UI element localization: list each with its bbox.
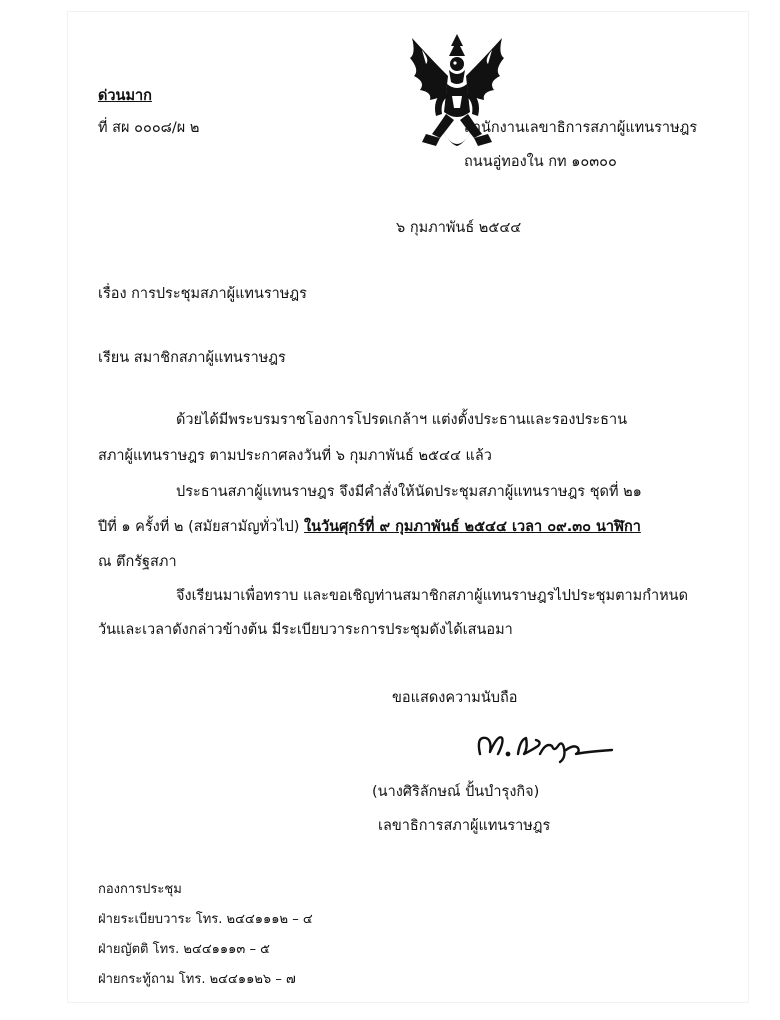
garuda-emblem-icon <box>402 30 512 158</box>
body-paragraph-1-line-1: ด้วยได้มีพระบรมราชโองการโปรดเกล้าฯ แต่งตั้งประธานและรองประธาน <box>176 412 628 428</box>
reference-number: ที่ สผ ๐๐๐๘/ผ ๒ <box>98 120 200 136</box>
footer-contact-1: ฝ่ายระเบียบวาระ โทร. ๒๔๔๑๑๑๒ – ๔ <box>98 912 313 927</box>
letter-page <box>68 12 748 1002</box>
sender-office: สำนักงานเลขาธิการสภาผู้แทนราษฎร <box>464 120 698 136</box>
body-paragraph-3-line-2: วันและเวลาดังกล่าวข้างต้น มีระเบียบวาระการประชุมดังได้เสนอมา <box>98 622 513 638</box>
signature-icon <box>472 724 622 766</box>
footer-contact-3: ฝ่ายกระทู้ถาม โทร. ๒๔๔๑๑๒๖ – ๗ <box>98 972 296 987</box>
signer-title: เลขาธิการสภาผู้แทนราษฎร <box>378 818 551 834</box>
salutation-line: เรียน สมาชิกสภาผู้แทนราษฎร <box>98 350 286 366</box>
body-paragraph-3-line-1: จึงเรียนมาเพื่อทราบ และขอเชิญท่านสมาชิกสภาผู้แทนราษฎรไปประชุมตามกำหนด <box>176 588 689 604</box>
body-paragraph-2-line-1: ประธานสภาผู้แทนราษฎร จึงมีคำสั่งให้นัดประชุมสภาผู้แทนราษฎร ชุดที่ ๒๑ <box>176 484 642 500</box>
letter-date: ๖ กุมภาพันธ์ ๒๕๔๔ <box>396 220 522 236</box>
footer-contact-2: ฝ่ายญัตติ โทร. ๒๔๔๑๑๑๓ – ๕ <box>98 942 270 957</box>
body-paragraph-1-line-2: สภาผู้แทนราษฎร ตามประกาศลงวันที่ ๖ กุมภาพันธ์ ๒๕๔๔ แล้ว <box>98 448 492 464</box>
body-paragraph-2-line-3: ณ ตึกรัฐสภา <box>98 554 177 570</box>
closing-line: ขอแสดงความนับถือ <box>392 690 518 706</box>
meeting-datetime: ในวันศุกร์ที่ ๙ กุมภาพันธ์ ๒๕๔๔ เวลา ๐๙.๓๐ นาฬิกา <box>304 519 641 535</box>
session-info: ปีที่ ๑ ครั้งที่ ๒ (สมัยสามัญทั่วไป) <box>98 519 300 535</box>
footer-division: กองการประชุม <box>98 882 182 897</box>
body-paragraph-2-line-2 <box>98 517 641 537</box>
urgency-label: ด่วนมาก <box>98 88 152 104</box>
signer-name: (นางศิริลักษณ์ ปั้นบำรุงกิจ) <box>372 784 540 800</box>
sender-address: ถนนอู่ทองใน กท ๑๐๓๐๐ <box>464 154 617 170</box>
subject-line: เรื่อง การประชุมสภาผู้แทนราษฎร <box>98 286 307 302</box>
